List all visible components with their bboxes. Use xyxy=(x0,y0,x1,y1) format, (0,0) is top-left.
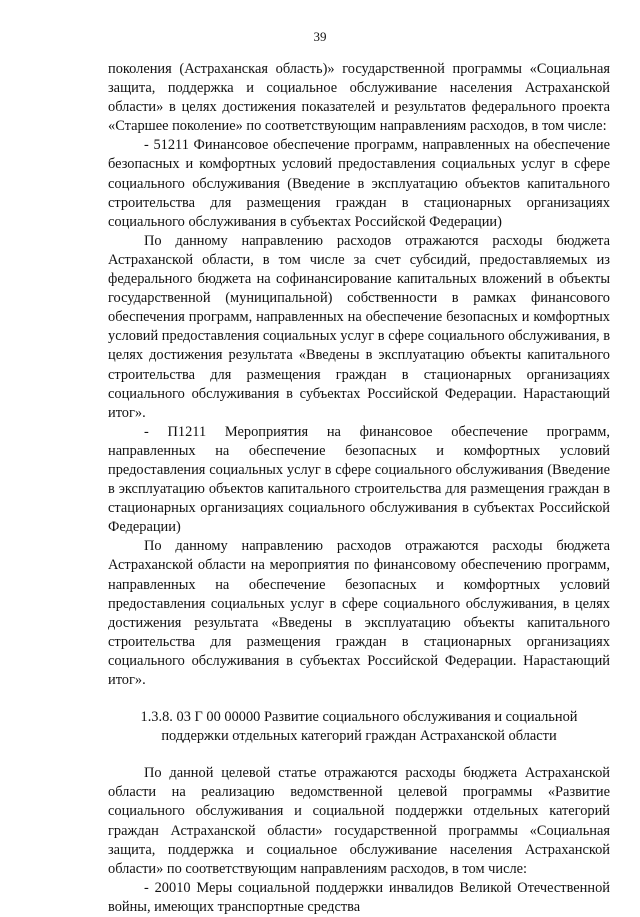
paragraph: По данному направлению расходов отражаются расходы бюджета Астраханской области на мероприятия по финансовому обеспечению программ, направленных на обеспечение безопасных и комфортных условий предоставления социальных услуг в сфере социального обслуживания, в целях достижения результата «Введены в эксплуатацию объекты капитального строительства для размещения граждан в стационарных организациях социального обслуживания в субъектах Российской Федерации. Нарастающий итог». xyxy=(108,538,610,688)
section-heading: 1.3.8. 03 Г 00 00000 Развитие социального обслуживания и социальной поддержки отдельных категорий граждан Астраханской области xyxy=(140,709,578,745)
paragraph: - П1211 Мероприятия на финансовое обеспечение программ, направленных на обеспечение безопасных и комфортных условий предоставления социальных услуг в сфере социального обслуживания (Введение в эксплуатацию объектов капитального строительства для размещения граждан в стационарных организациях социального обслуживания в субъектах Российской Федерации) xyxy=(108,423,610,536)
document-body xyxy=(108,60,610,917)
paragraph: поколения (Астраханская область)» государственной программы «Социальная защита, поддержка и социальное обслуживание населения Астраханской области» в целях достижения показателей и результатов федерального проекта «Старшее поколение» по соответствующим направлениям расходов, в том числе: xyxy=(108,61,610,135)
paragraph: По данному направлению расходов отражаются расходы бюджета Астраханской области, в том числе за счет субсидий, предоставляемых из федерального бюджета на софинансирование капитальных вложений в объекты государственной (муниципальной) собственности в рамках финансового обеспечения программ, направленных на обеспечение безопасных и комфортных условий предоставления социальных услуг в сфере социального обслуживания, в целях достижения результата «Введены в эксплуатацию объекты капитального строительства для размещения граждан в стационарных организациях социального обслуживания в субъектах Российской Федерации. Нарастающий итог». xyxy=(108,232,610,421)
paragraph: - 51211 Финансовое обеспечение программ, направленных на обеспечение безопасных и комфортных условий предоставления социальных услуг в сфере социального обслуживания (Введение в эксплуатацию объектов капитального строительства для размещения граждан в стационарных организациях социального обслуживания в субъектах Российской Федерации) xyxy=(108,137,610,230)
paragraph: По данной целевой статье отражаются расходы бюджета Астраханской области на реализацию ведомственной целевой программы «Развитие социального обслуживания и социальной поддержки отдельных категорий граждан Астраханской области» государственной программы «Социальная защита, поддержка и социальное обслуживание населения Астраханской области» по соответствующим направлениям расходов, в том числе: xyxy=(108,765,610,877)
page-number: 39 xyxy=(313,29,327,44)
paragraph: - 20010 Меры социальной поддержки инвалидов Великой Отечественной войны, имеющих транспортные средства xyxy=(108,879,610,915)
